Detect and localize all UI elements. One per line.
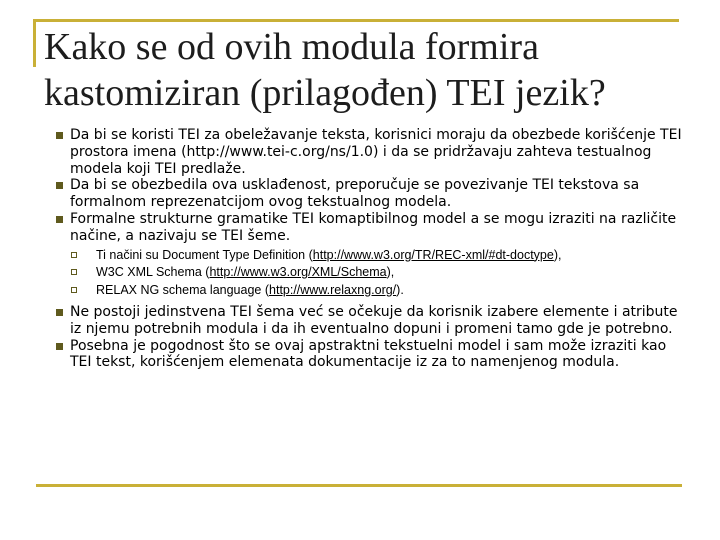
- square-bullet-icon: [56, 216, 63, 223]
- square-bullet-icon: [56, 309, 63, 316]
- title-line-2: kastomiziran (prilagođen) TEI jezik?: [44, 72, 606, 114]
- sub-item: [44, 283, 684, 299]
- dtd-link[interactable]: http://www.w3.org/TR/REC-xml/#dt-doctype: [312, 247, 554, 262]
- hollow-square-bullet-icon: [71, 269, 77, 275]
- bullet-item: [44, 177, 684, 211]
- bullet-text: Formalne strukturne gramatike TEI komaptibilnog model a se mogu izraziti na različite načine, a nazivaju se TEI šeme.: [70, 210, 677, 244]
- left-accent-rule: [33, 19, 36, 67]
- sub-item-suffix: ),: [386, 265, 395, 280]
- sub-item-suffix: ).: [396, 282, 404, 297]
- slide-content: [44, 127, 684, 371]
- square-bullet-icon: [56, 132, 63, 139]
- bullet-text: Ne postoji jedinstvena TEI šema već se očekuje da korisnik izabere elemente i atribute iz njemu potrebnih modula i da ih eventualno dopuni i promeni tamo gde je potrebno.: [70, 304, 678, 337]
- hollow-square-bullet-icon: [71, 252, 77, 258]
- bottom-accent-rule: [36, 484, 682, 487]
- sub-item: [44, 265, 684, 281]
- sub-item-suffix: ),: [553, 247, 562, 262]
- square-bullet-icon: [56, 182, 63, 189]
- slide-title: [44, 24, 684, 116]
- top-accent-rule: [33, 19, 679, 22]
- schema-sublist: [44, 248, 684, 299]
- sub-item: [44, 248, 684, 264]
- bullet-text: Posebna je pogodnost što se ovaj apstraktni tekstuelni model i sam može izraziti kao TEI tekst, korišćenjem elemenata dokumentacije iz za to namenjenog modula.: [70, 337, 667, 371]
- sub-item-prefix: W3C XML Schema (: [96, 265, 210, 280]
- bullet-item: [44, 127, 684, 177]
- bullet-text: Da bi se koristi TEI za obeležavanje teksta, korisnici moraju da obezbede korišćenje TEI prostora imena (http://www.tei-c.org/ns/1.0) i da se pridržavaju zahteva testualnog modela koji TEI predlaže.: [70, 127, 682, 177]
- sub-item-prefix: Ti načini su Document Type Definition (: [96, 247, 313, 262]
- xml-schema-link[interactable]: http://www.w3.org/XML/Schema: [209, 265, 387, 280]
- hollow-square-bullet-icon: [71, 287, 77, 293]
- relaxng-link[interactable]: http://www.relaxng.org/: [269, 282, 397, 297]
- bullet-text: Da bi se obezbedila ova usklađenost, preporučuje se povezivanje TEI tekstova sa formalnom reprezenatcijom ovog tekstualnog modela.: [70, 177, 640, 211]
- bullet-item: [44, 211, 684, 245]
- title-line-1: Kako se od ovih modula formira: [44, 26, 539, 68]
- bullet-item: [44, 338, 684, 372]
- square-bullet-icon: [56, 343, 63, 350]
- bullet-item: [44, 304, 684, 338]
- sub-item-prefix: RELAX NG schema language (: [96, 282, 270, 297]
